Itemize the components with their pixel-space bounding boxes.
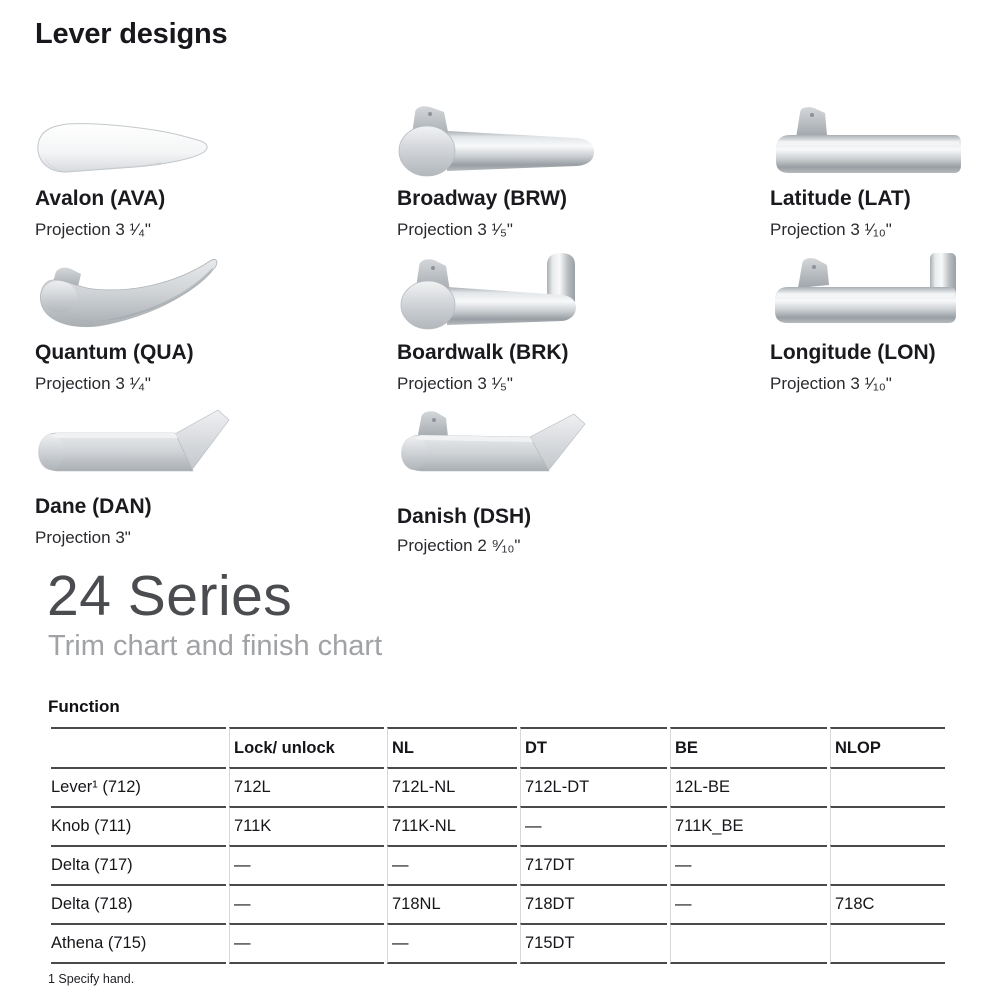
empty-grid-cell (770, 407, 970, 557)
cell: 718DT (520, 884, 667, 923)
cell: 718NL (387, 884, 517, 923)
lever-projection: Projection 3 ¹⁄₁₀" (770, 374, 892, 393)
cell (830, 767, 945, 806)
table-row (51, 884, 945, 923)
lever-projection: Projection 3 ¹⁄₄" (35, 374, 151, 393)
column-header-nlop: NLOP (830, 727, 945, 767)
lever-name: Dane (DAN) (35, 495, 152, 518)
lever-name: Danish (DSH) (397, 505, 532, 528)
cell: 717DT (520, 845, 667, 884)
latitude-lever-image (770, 105, 970, 177)
lever-card-latitude (770, 105, 970, 241)
lever-card-boardwalk (397, 253, 770, 395)
lever-projection: Projection 3 ¹⁄₅" (397, 220, 513, 239)
lever-name: Avalon (AVA) (35, 187, 166, 210)
broadway-lever-image (397, 105, 770, 177)
danish-lever-image (397, 407, 770, 485)
lever-projection: Projection 3" (35, 528, 131, 547)
table-row (51, 923, 945, 964)
boardwalk-lever-image (397, 253, 770, 331)
row-label: Knob (711) (51, 806, 226, 845)
cell: — (229, 845, 384, 884)
column-header-lock-unlock: Lock/ unlock (229, 727, 384, 767)
cell: 712L-NL (387, 767, 517, 806)
row-label: Delta (718) (51, 884, 226, 923)
lever-grid (35, 105, 970, 557)
quantum-lever-image (35, 253, 397, 331)
table-row (51, 845, 945, 884)
lever-card-longitude (770, 253, 970, 395)
cell (830, 923, 945, 964)
avalon-lever-image (35, 105, 397, 177)
row-label: Athena (715) (51, 923, 226, 964)
cell: 712L (229, 767, 384, 806)
cell: — (387, 845, 517, 884)
cell: 718C (830, 884, 945, 923)
lever-name: Broadway (BRW) (397, 187, 567, 210)
trim-chart-table (48, 727, 948, 964)
column-header-function (51, 727, 226, 767)
cell: 712L-DT (520, 767, 667, 806)
cell: 711K_BE (670, 806, 827, 845)
row-label: Lever¹ (712) (51, 767, 226, 806)
lever-name: Boardwalk (BRK) (397, 341, 569, 364)
cell: — (670, 884, 827, 923)
lever-name: Quantum (QUA) (35, 341, 194, 364)
lever-name: Longitude (LON) (770, 341, 936, 364)
table-header-row (51, 727, 945, 767)
series-title: 24 Series (47, 564, 293, 628)
table-row (51, 806, 945, 845)
cell (830, 845, 945, 884)
lever-projection: Projection 3 ¹⁄₄" (35, 220, 151, 239)
cell: 715DT (520, 923, 667, 964)
cell: — (387, 923, 517, 964)
lever-projection: Projection 3 ¹⁄₁₀" (770, 220, 892, 239)
lever-name: Latitude (LAT) (770, 187, 911, 210)
cell (830, 806, 945, 845)
lever-card-avalon (35, 105, 397, 241)
cell: — (229, 923, 384, 964)
column-header-nl: NL (387, 727, 517, 767)
table-footnote: 1 Specify hand. (48, 972, 135, 986)
lever-card-broadway (397, 105, 770, 241)
table-function-label: Function (48, 697, 120, 716)
lever-projection: Projection 3 ¹⁄₅" (397, 374, 513, 393)
cell: — (520, 806, 667, 845)
series-subtitle: Trim chart and finish chart (48, 630, 383, 662)
table-row (51, 767, 945, 806)
row-label: Delta (717) (51, 845, 226, 884)
cell: 711K (229, 806, 384, 845)
lever-projection: Projection 2 ⁹⁄₁₀" (397, 536, 521, 555)
page-title: Lever designs (35, 18, 228, 50)
lever-card-quantum (35, 253, 397, 395)
cell: — (670, 845, 827, 884)
cell (670, 923, 827, 964)
cell: 711K-NL (387, 806, 517, 845)
lever-card-dane (35, 407, 397, 557)
longitude-lever-image (770, 253, 970, 331)
cell: 12L-BE (670, 767, 827, 806)
dane-lever-image (35, 407, 397, 485)
column-header-dt: DT (520, 727, 667, 767)
lever-card-danish (397, 407, 770, 557)
cell: — (229, 884, 384, 923)
column-header-be: BE (670, 727, 827, 767)
